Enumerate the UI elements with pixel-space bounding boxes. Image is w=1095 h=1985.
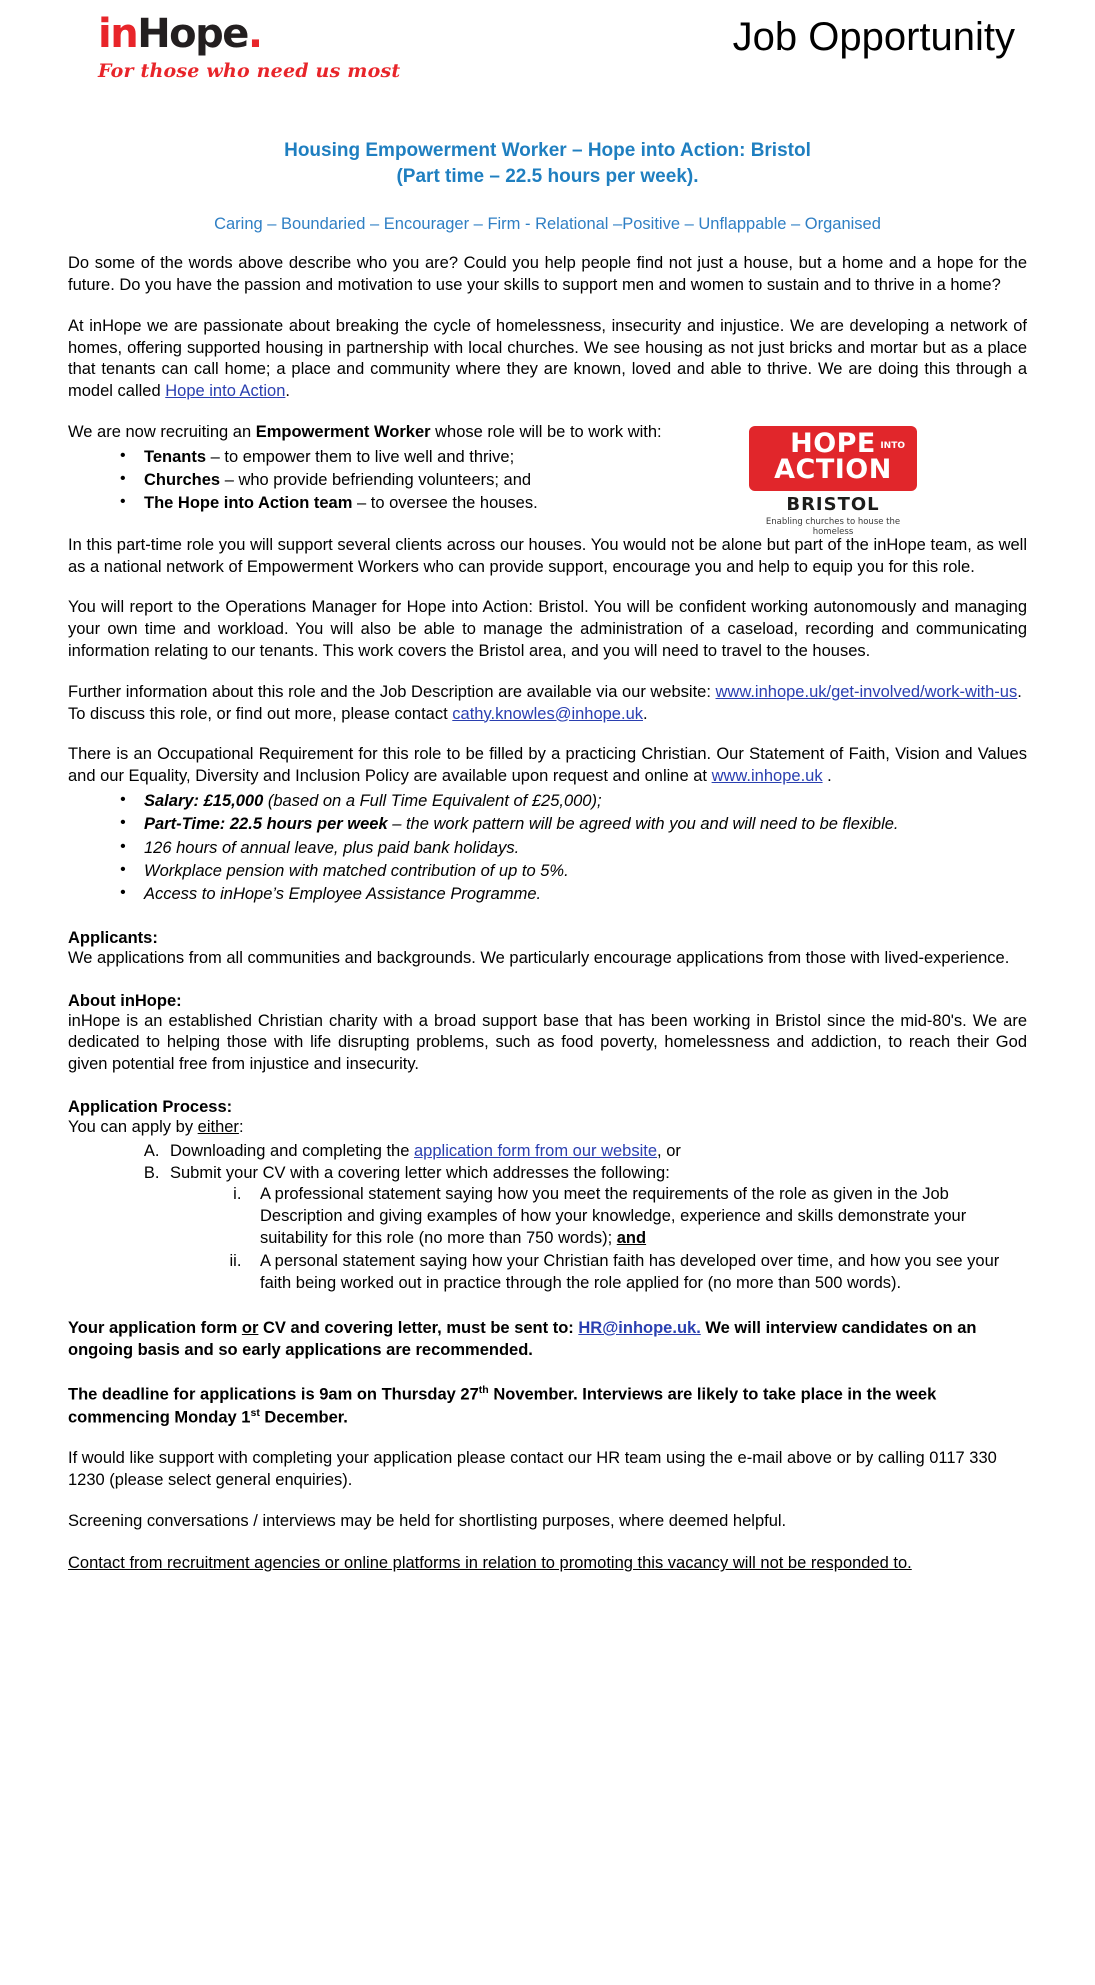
- list-item: [142, 446, 1027, 469]
- job-title-line1: Housing Empowerment Worker – Hope into Action: Bristol: [284, 140, 811, 161]
- list-item: [142, 790, 1027, 813]
- page-title: Job Opportunity: [732, 15, 1015, 59]
- application-form-link[interactable]: application form from our website: [414, 1141, 658, 1160]
- option-b-text: Submit your CV with a covering letter which addresses the following:: [170, 1164, 670, 1182]
- occupational-requirement-paragraph: [68, 744, 1027, 788]
- apply-lead-b: :: [238, 1117, 244, 1136]
- list-item: [142, 837, 1027, 860]
- list-item: [246, 1251, 1027, 1295]
- occ-text-b: .: [822, 767, 832, 786]
- application-process-heading: Application Process:: [68, 1097, 233, 1116]
- deadline-b: November. Interviews are likely to take place in the week commencing Monday 1: [68, 1385, 937, 1427]
- benefit-bold-1: Salary: £15,000: [144, 791, 264, 810]
- sub-i-and: and: [616, 1229, 647, 1248]
- hr-email-link[interactable]: HR@inhope.uk.: [578, 1318, 701, 1337]
- intro-paragraph-2: [68, 316, 1027, 403]
- option-a-pre: Downloading and completing the: [170, 1141, 414, 1160]
- deadline-c: December.: [259, 1408, 348, 1427]
- send-b: CV and covering letter, must be sent to:: [258, 1318, 579, 1337]
- benefits-list: [68, 790, 1027, 907]
- intro-p2-text-b: .: [285, 382, 290, 401]
- send-c: We will interview candidates on an ongoing basis and so early applications are recommended.: [68, 1318, 977, 1360]
- recruiting-bullets: [68, 446, 1027, 516]
- applicants-body: We applications from all communities and backgrounds. We particularly encourage applications from those with lived-experience.: [68, 948, 1010, 967]
- deadline-sup-2: st: [250, 1407, 260, 1420]
- logo-tagline: For those who need us most: [98, 60, 401, 82]
- list-item: [142, 492, 1027, 515]
- list-item: [142, 883, 1027, 906]
- occ-text-a: There is an Occupational Requirement for this role to be filled by a practicing Christian. Our Statement of Faith, Vision and Values and our Equality, Diversity and Inclusion Policy are available upon request and online at: [68, 745, 1027, 786]
- deadline-sup-1: th: [478, 1384, 489, 1397]
- hia-strapline: Enabling churches to house the homeless: [765, 516, 901, 537]
- benefit-bold-2: Part-Time: 22.5 hours per week: [144, 815, 388, 834]
- job-title: [68, 138, 1027, 189]
- screening-text: Screening conversations / interviews may be held for shortlisting purposes, where deemed helpful.: [68, 1511, 787, 1530]
- list-item: [142, 813, 1027, 836]
- logo-dot: .: [247, 11, 262, 57]
- logo-wordmark: [98, 11, 400, 57]
- contact-email-link[interactable]: cathy.knowles@inhope.uk: [452, 704, 643, 723]
- deadline-a: The deadline for applications is 9am on Thursday 27: [68, 1385, 479, 1404]
- recruiting-lead-a: We are now recruiting an: [68, 422, 256, 441]
- about-body: inHope is an established Christian charity with a broad support base that has been working in Bristol since the mid-80's. We are dedicated to helping those with life disrupting problems, such as food poverty, homelessness and addiction, to reach their God given potential free from injustice and insecurity.: [68, 1011, 1027, 1074]
- application-process-lead: [68, 1117, 1027, 1139]
- bullet-rest-3: – to oversee the houses.: [352, 494, 538, 513]
- option-a-post: , or: [657, 1141, 681, 1160]
- job-title-line2: (Part time – 22.5 hours per week).: [396, 165, 699, 187]
- intro-paragraph-1: Do some of the words above describe who you are? Could you help people find not just a house, but a home and a hope for the future. Do you have the passion and motivation to use your skills to support men and women to sustain and to thrive in a home?: [68, 254, 1027, 295]
- further-info-lead: Further information about this role and the Job Description are available via our website:: [68, 682, 716, 701]
- benefit-rest-2: – the work pattern will be agreed with you and will need to be flexible.: [387, 815, 899, 834]
- applicants-heading: Applicants:: [68, 928, 158, 947]
- list-item: [164, 1140, 1027, 1162]
- benefit-rest-1: (based on a Full Time Equivalent of £25,000);: [263, 791, 602, 810]
- inhope-website-link[interactable]: www.inhope.uk: [711, 767, 823, 786]
- hia-action-text: ACTION: [774, 454, 892, 486]
- send-a: Your application form: [68, 1318, 242, 1337]
- logo-in-text: in: [98, 11, 138, 57]
- logo-hope-text: Hope: [137, 11, 248, 57]
- recruiting-role-bold: Empowerment Worker: [255, 422, 431, 441]
- deadline-text: [68, 1383, 1027, 1429]
- agencies-notice: Contact from recruitment agencies or online platforms in relation to promoting this vacancy will not be responded to.: [68, 1554, 912, 1573]
- submission-instructions: [68, 1317, 1027, 1362]
- bullet-rest-2: – who provide befriending volunteers; and: [220, 471, 532, 490]
- list-item: [164, 1162, 1027, 1295]
- support-text: If would like support with completing your application please contact our HR team using the e-mail above or by calling 0117 330 1230 (please select general enquiries).: [68, 1449, 997, 1489]
- sub-i-text: A professional statement saying how you meet the requirements of the role as given in the Job Description and giving examples of how your knowledge, experience and skills demonstrate your suitability for this role (no more than 750 words);: [260, 1185, 967, 1248]
- further-info-end: .: [643, 704, 648, 723]
- hia-hope-text: HOPE: [790, 427, 876, 459]
- bullet-rest-1: – to empower them to live well and thrive;: [206, 447, 515, 466]
- application-options: [68, 1140, 1027, 1295]
- application-sub-requirements: [170, 1184, 1027, 1295]
- further-info-paragraph: [68, 682, 1027, 726]
- bullet-bold-1: Tenants: [144, 447, 207, 466]
- apply-lead-a: You can apply by: [68, 1117, 198, 1136]
- intro-p2-text-a: At inHope we are passionate about breaking the cycle of homelessness, insecurity and injustice. We are developing a network of homes, offering supported housing in partnership with local churches. We see housing as not just bricks and mortar but as a place that tenants can call home; a place and community where they are known, loved and able to thrive. We are doing this through a model called: [68, 316, 1027, 401]
- benefit-rest-5: Access to inHope’s Employee Assistance Programme.: [144, 885, 542, 904]
- sub-ii-text: A personal statement saying how your Christian faith has developed over time, and how you see your faith being worked out in practice through the role applied for (no more than 500 words).: [260, 1252, 1000, 1293]
- apply-lead-either: either: [197, 1117, 239, 1136]
- inhope-logo: [68, 10, 400, 82]
- role-paragraph-1: In this part-time role you will support several clients across our houses. You would not be alone but part of the inHope team, as well as a national network of Empowerment Workers who can provide support, encourage you and help to equip you for this role.: [68, 535, 1027, 576]
- bullet-bold-3: The Hope into Action team: [144, 494, 353, 513]
- send-or: or: [241, 1318, 259, 1337]
- benefit-rest-4: Workplace pension with matched contribution of up to 5%.: [144, 862, 569, 881]
- further-info-mid: . To discuss this role, or find out more, please contact: [68, 682, 1022, 723]
- document-header: [68, 10, 1027, 114]
- website-link[interactable]: www.inhope.uk/get-involved/work-with-us: [715, 682, 1018, 701]
- hia-bristol-text: BRISTOL: [786, 493, 880, 515]
- benefit-rest-3: 126 hours of annual leave, plus paid bank holidays.: [144, 838, 520, 857]
- hope-into-action-link[interactable]: Hope into Action: [165, 382, 286, 401]
- role-paragraph-2: You will report to the Operations Manager for Hope into Action: Bristol. You will be confident working autonomously and managing your own time and workload. You will also be able to manage the administration of a caseload, recording and communicating information relating to our tenants. This work covers the Bristol area, and you will need to travel to the houses.: [68, 598, 1027, 660]
- bullet-bold-2: Churches: [144, 471, 221, 490]
- recruiting-lead-b: whose role will be to work with:: [430, 422, 662, 441]
- list-item: [142, 469, 1027, 492]
- list-item: [142, 860, 1027, 883]
- list-item: [246, 1184, 1027, 1250]
- hia-into-text: INTO: [880, 440, 905, 451]
- about-heading: About inHope:: [68, 991, 182, 1010]
- values-line: Caring – Boundaried – Encourager – Firm - Relational –Positive – Unflappable – Organised: [214, 215, 881, 234]
